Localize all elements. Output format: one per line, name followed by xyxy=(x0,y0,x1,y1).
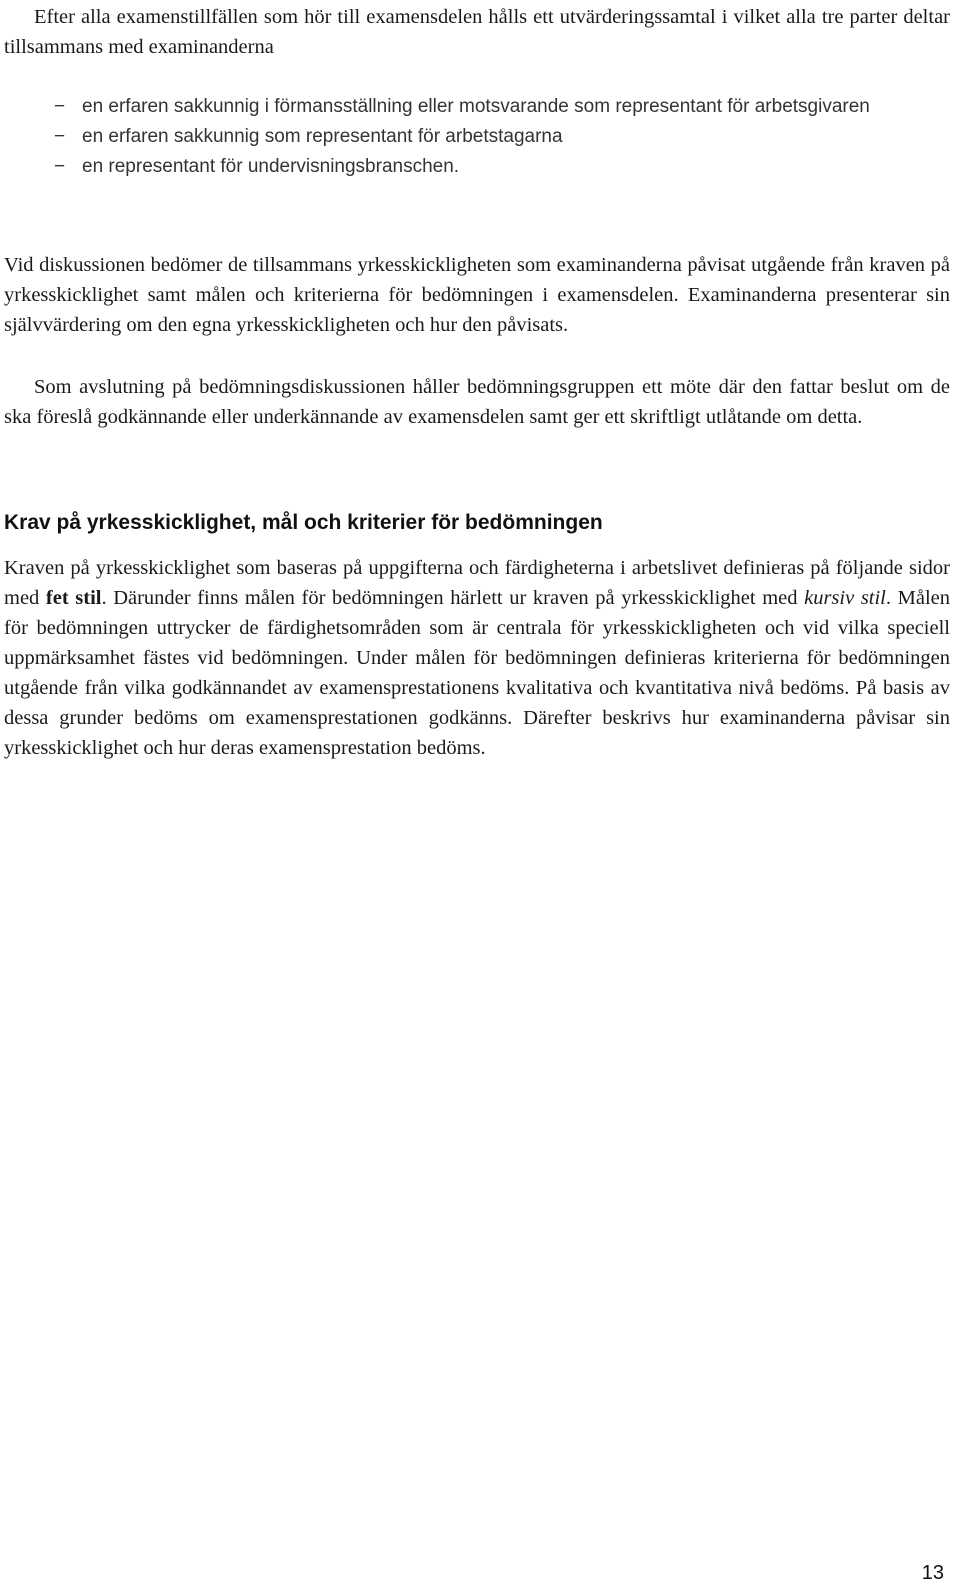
list-item xyxy=(54,152,934,182)
dash-marker: − xyxy=(54,156,66,177)
list-item xyxy=(54,122,934,152)
dash-marker: − xyxy=(54,96,66,117)
discussion-paragraph: Vid diskussionen bedömer de tillsammans yrkesskickligheten som examinanderna påvisat utgående från kraven på yrkesskicklighet samt målen och kriterierna för bedömningen i examensdelen. Examinanderna presenterar sin självvärdering om den egna yrkesskickligheten och hur den påvisats. xyxy=(4,254,950,336)
dash-marker: − xyxy=(54,126,66,147)
section-heading: Krav på yrkesskicklighet, mål och kriterier för bedömningen xyxy=(4,511,603,534)
requirements-text-2: . Därunder finns målen för bedömningen härlett ur kraven på yrkesskicklighet med xyxy=(101,587,805,609)
list-item-text: en representant för undervisningsbranschen. xyxy=(82,156,460,177)
requirements-text-3: . Målen för bedömningen uttrycker de färdighetsområden som är centrala för yrkesskickligheten och vid vilka speciell uppmärksamhet fästes vid bedömningen. Under målen för bedömningen definieras kriterierna för bedömningen utgående från vilka godkännandet av examensprestationens kvalitativa och kvantitativa nivå bedöms. På basis av dessa grunder bedöms om examensprestationen godkänns. Därefter beskrivs hur examinanderna påvisar sin yrkesskicklighet och hur deras examensprestation bedöms. xyxy=(4,587,950,759)
representative-list xyxy=(54,92,934,182)
page-number: 13 xyxy=(921,1562,944,1584)
italic-style-example: kursiv stil xyxy=(804,587,886,609)
requirements-text-1: Kraven på yrkesskicklighet som baseras på uppgifterna och färdigheterna i arbetslivet definieras på följande sidor med xyxy=(4,557,950,609)
list-item-text: en erfaren sakkunnig som representant för arbetstagarna xyxy=(82,126,563,147)
bold-style-example: fet stil xyxy=(45,587,102,609)
list-item xyxy=(54,92,934,122)
list-item-text: en erfaren sakkunnig i förmansställning eller motsvarande som representant för arbetsgivaren xyxy=(82,96,870,117)
conclusion-paragraph: Som avslutning på bedömningsdiskussionen håller bedömningsgruppen ett möte där den fattar beslut om de ska föreslå godkännande eller underkännande av examensdelen samt ger ett skriftligt utlåtande om detta. xyxy=(4,376,950,428)
intro-paragraph: Efter alla examenstillfällen som hör till examensdelen hålls ett utvärderingssamtal i vilket alla tre parter deltar tillsammans med examinanderna xyxy=(4,6,950,58)
requirements-paragraph xyxy=(4,553,950,763)
